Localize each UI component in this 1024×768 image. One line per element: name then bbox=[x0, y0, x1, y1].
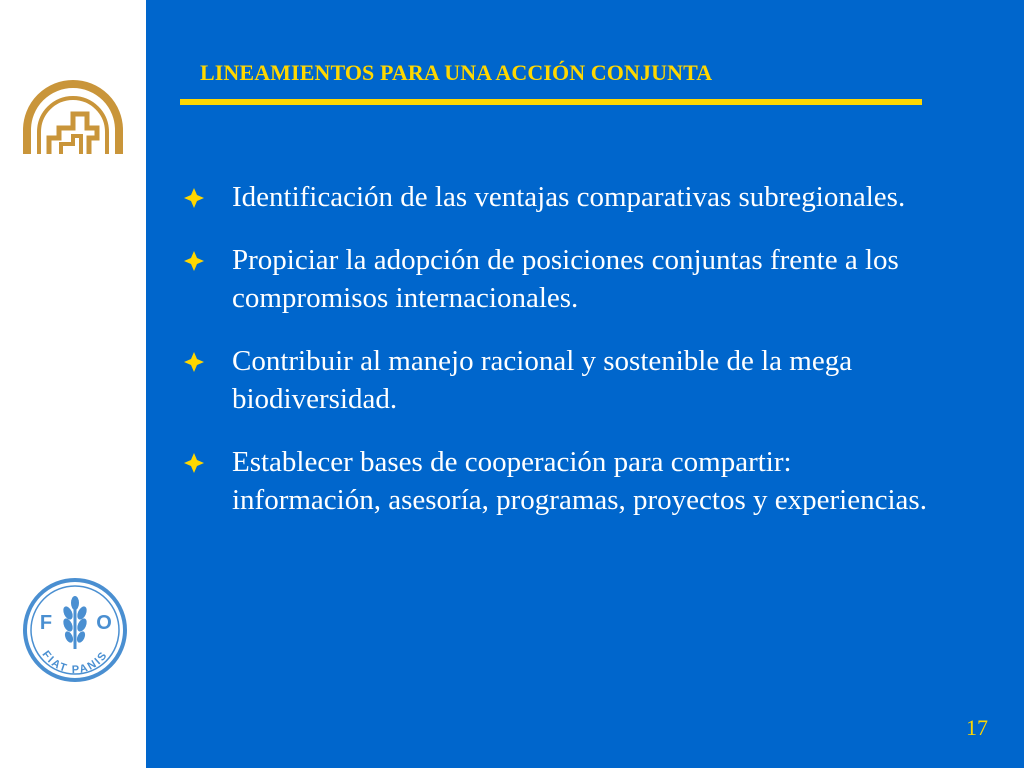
bullet-list bbox=[182, 178, 942, 544]
diamond-four-petal-icon bbox=[184, 188, 204, 208]
diamond-four-petal-icon bbox=[184, 352, 204, 372]
left-sidebar bbox=[0, 0, 146, 768]
bullet-item bbox=[182, 178, 942, 216]
title-underline bbox=[180, 99, 922, 105]
bullet-text: Establecer bases de cooperación para compartir: información, asesoría, programas, proyectos y experiencias. bbox=[232, 446, 927, 516]
bullet-item bbox=[182, 342, 942, 418]
bullet-item bbox=[182, 241, 942, 317]
bullet-text: Propiciar la adopción de posiciones conjuntas frente a los compromisos internacionales. bbox=[232, 244, 899, 314]
andean-community-logo-icon bbox=[17, 74, 129, 158]
bullet-text: Contribuir al manejo racional y sostenible de la mega biodiversidad. bbox=[232, 345, 853, 415]
fao-letter-o: O bbox=[96, 612, 112, 634]
bullet-item bbox=[182, 443, 942, 519]
fao-motto: FIAT PANIS bbox=[39, 648, 111, 677]
fao-emblem-icon bbox=[22, 577, 128, 683]
diamond-four-petal-icon bbox=[184, 453, 204, 473]
slide-title: LINEAMIENTOS PARA UNA ACCIÓN CONJUNTA bbox=[200, 60, 713, 85]
fao-letter-f: F bbox=[39, 612, 53, 634]
page-number: 17 bbox=[966, 715, 988, 740]
bullet-text: Identificación de las ventajas comparativas subregionales. bbox=[232, 181, 906, 213]
diamond-four-petal-icon bbox=[184, 251, 204, 271]
